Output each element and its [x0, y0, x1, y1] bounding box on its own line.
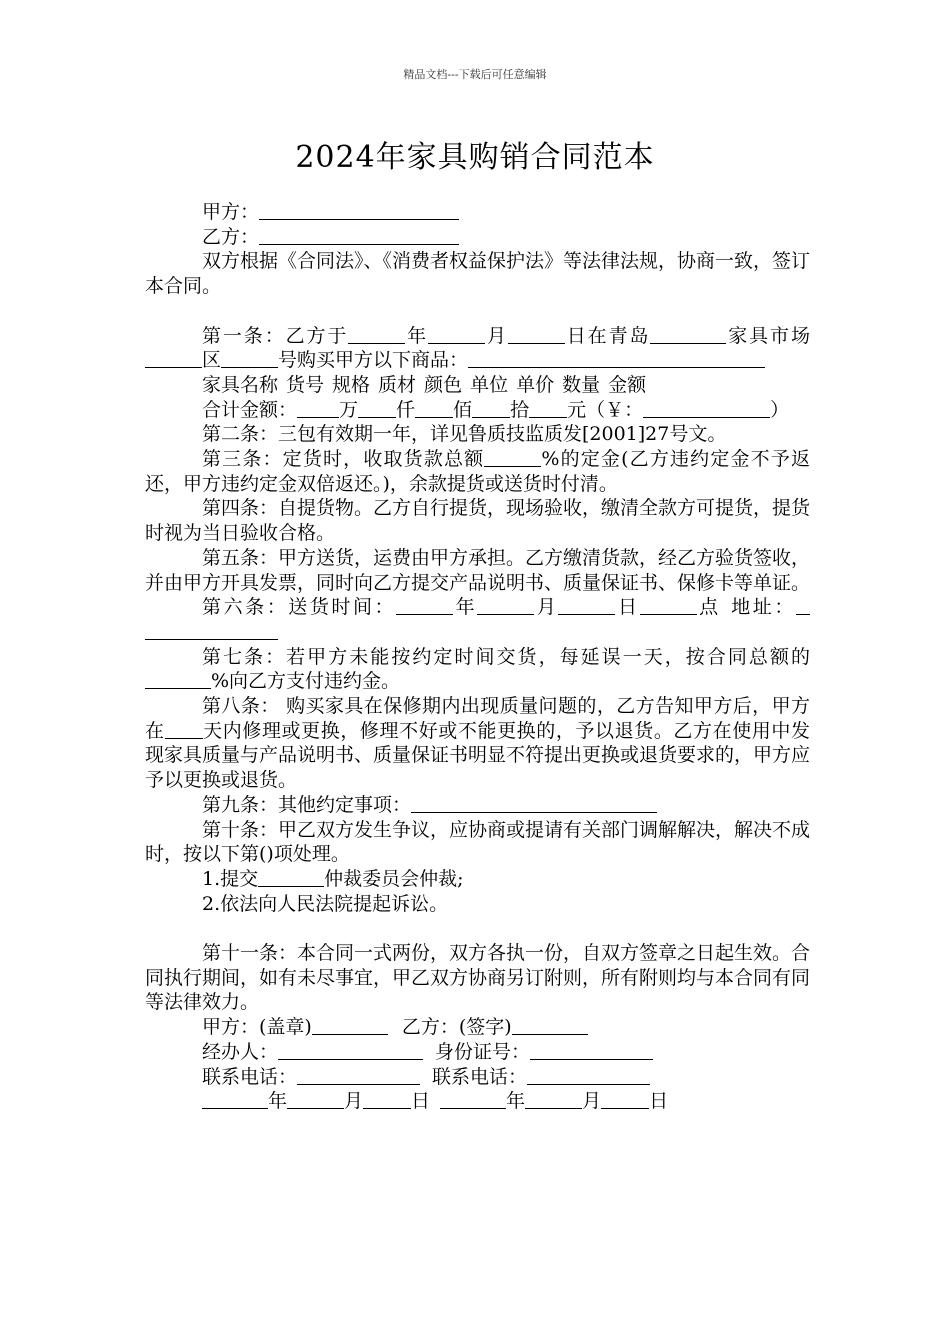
- blank[interactable]: [512, 1016, 588, 1035]
- blank[interactable]: [650, 325, 726, 344]
- blank[interactable]: [530, 1041, 653, 1060]
- blank[interactable]: [723, 349, 765, 368]
- option-1: 1.提交 仲裁委员会仲裁;: [202, 867, 464, 890]
- blank[interactable]: [411, 794, 657, 813]
- article-2: 第二条：三包有效期一年，详见鲁质技监质发[2001]27号文。: [202, 423, 727, 446]
- article-11: 第十一条：本合同一式两份，双方各执一份，自双方签章之日起生效。合同执行期间，如有未尽事宜，甲乙双方协商另订附则，所有附则均与本合同有同等法律效力。: [145, 942, 811, 1014]
- contract-body: [145, 200, 810, 1114]
- blank[interactable]: [348, 325, 405, 344]
- intro-paragraph: 双方根据《合同法》、《消费者权益保护法》等法律法规，协商一致，签订本合同。: [145, 250, 811, 298]
- blank[interactable]: [358, 399, 396, 418]
- blank[interactable]: [468, 349, 723, 368]
- date-line: 年 月 日 年 月 日: [145, 1089, 810, 1114]
- blank[interactable]: [145, 621, 278, 640]
- blank[interactable]: [145, 349, 202, 368]
- blank[interactable]: [202, 1090, 268, 1109]
- signature-line-2: 经办人： 身份证号：: [145, 1040, 810, 1065]
- party-b-blank[interactable]: [259, 226, 459, 245]
- article-10: 第十条：甲乙双方发生争议，应协商或提请有关部门调解解决，解决不成时，按以下第()项处理。: [145, 818, 811, 866]
- blank[interactable]: [601, 1090, 649, 1109]
- party-b-line: [145, 225, 810, 250]
- article-1: 第一条：乙方于 年 月 日在青岛 家具市场区 号购买甲方以下商品：: [145, 324, 810, 373]
- party-a-line: [145, 200, 810, 225]
- blank[interactable]: [508, 325, 565, 344]
- header-note: 精品文档---下载后可任意编辑: [403, 68, 547, 81]
- blank[interactable]: [525, 1090, 582, 1109]
- blank[interactable]: [287, 1090, 344, 1109]
- blank[interactable]: [529, 399, 567, 418]
- party-a-label: 甲方：: [202, 201, 260, 223]
- blank[interactable]: [728, 399, 770, 418]
- blank[interactable]: [396, 596, 453, 615]
- blank[interactable]: [440, 1090, 506, 1109]
- blank[interactable]: [472, 399, 510, 418]
- article-7: 第七条：若甲方未能按约定时间交货，每延误一天，按合同总额的%向乙方支付违约金。: [145, 645, 810, 694]
- blank[interactable]: [558, 596, 615, 615]
- blank[interactable]: [796, 596, 810, 615]
- article-9: 第九条：其他约定事项：: [145, 793, 810, 818]
- blank[interactable]: [428, 325, 485, 344]
- article-3: 第三条：定货时，收取货款总额 %的定金(乙方违约定金不予返还，甲方违约定金双倍返还。)，余款提货或送货时付清。: [145, 448, 810, 495]
- blank[interactable]: [312, 1016, 388, 1035]
- article-5: 第五条：甲方送货，运费由甲方承担。乙方缴清货款，经乙方验货签收，并由甲方开具发票，同时向乙方提交产品说明书、质量保证书、保修卡等单证。: [145, 546, 811, 594]
- article-6: 第六条：送货时间： 年 月 日 点 地址：: [145, 595, 810, 644]
- blank[interactable]: [477, 596, 534, 615]
- blank[interactable]: [278, 1041, 423, 1060]
- blank[interactable]: [145, 670, 211, 689]
- blank[interactable]: [165, 720, 203, 739]
- blank[interactable]: [297, 1066, 420, 1085]
- blank[interactable]: [484, 448, 541, 467]
- blank[interactable]: [640, 596, 697, 615]
- blank[interactable]: [297, 399, 339, 418]
- blank[interactable]: [415, 399, 453, 418]
- blank[interactable]: [221, 349, 278, 368]
- blank[interactable]: [363, 1090, 411, 1109]
- article-4: 第四条：自提货物。乙方自行提货，现场验收，缴清全款方可提货，提货时视为当日验收合格。: [145, 497, 811, 545]
- blank[interactable]: [527, 1066, 650, 1085]
- article-8: 第八条： 购买家具在保修期内出现质量问题的，乙方告知甲方后，甲方在 天内修理或更换，修理不好或不能更换的，予以退货。乙方在使用中发现家具质量与产品说明书、质量保证书明显不符提出更换或退货要求的，甲方应予以更换或退货。: [145, 695, 811, 792]
- document-title: 2024年家具购销合同范本: [295, 140, 655, 175]
- total-amount: 合计金额： 万 仟 佰 拾 元（￥： ）: [202, 398, 790, 421]
- signature-line-1: 甲方：(盖章) 乙方：(签字): [145, 1015, 810, 1040]
- party-a-blank[interactable]: [259, 201, 459, 220]
- party-b-label: 乙方：: [202, 225, 260, 248]
- blank[interactable]: [258, 868, 324, 887]
- option-2: 2.依法向人民法院提起诉讼。: [202, 892, 449, 915]
- blank[interactable]: [643, 399, 728, 418]
- goods-table-header: 家具名称 货号 规格 质材 颜色 单位 单价 数量 金额: [202, 373, 647, 396]
- signature-line-3: 联系电话： 联系电话：: [145, 1065, 810, 1090]
